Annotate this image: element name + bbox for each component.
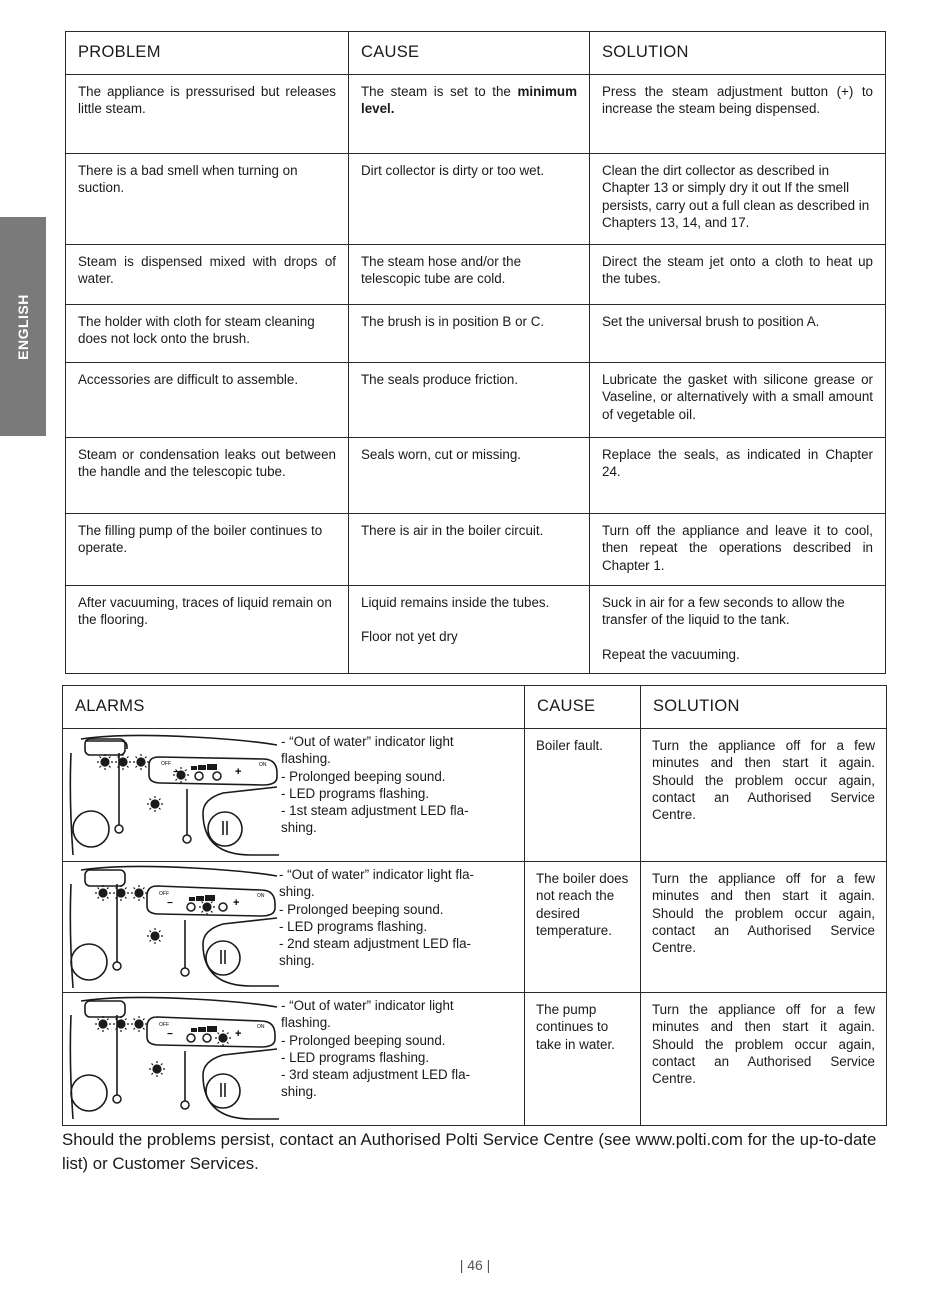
troubleshooting-table: [65, 31, 886, 674]
alarm-line: - “Out of water” indicator light: [281, 734, 454, 749]
control-panel-diagram: [63, 993, 279, 1125]
minus-label: −: [167, 898, 173, 909]
alarm-line: - LED programs flashing.: [279, 918, 428, 934]
table-row: [66, 438, 886, 514]
problem-cell: After vacuuming, traces of liquid remain on the flooring.: [66, 586, 349, 674]
alarm-line: - LED programs flashing.: [281, 1049, 430, 1065]
table-row: [66, 154, 886, 245]
problem-cell: Steam is dispensed mixed with drops of water.: [66, 245, 349, 305]
off-label: OFF: [161, 761, 171, 767]
cause-text: The steam is set to the: [361, 84, 518, 99]
alarm-description: [279, 862, 524, 992]
alarm-line: - “Out of water” indicator light: [281, 998, 454, 1013]
cause-emphasis: minimum level.: [361, 84, 577, 117]
on-label: ON: [257, 893, 265, 899]
header-alarms: ALARMS: [63, 686, 525, 729]
cause-cell: The brush is in position B or C.: [349, 305, 590, 363]
on-label: ON: [259, 762, 267, 768]
solution-cell: Direct the steam jet onto a cloth to heat up the tubes.: [590, 245, 886, 305]
alarm-cause-cell: The pump continues to take in water.: [525, 993, 641, 1126]
plus-label: +: [235, 1028, 242, 1040]
table-row: [66, 363, 886, 438]
problem-cell: Accessories are difficult to assemble.: [66, 363, 349, 438]
alarm-line: shing.: [281, 820, 317, 836]
solution-cell: Turn off the appliance and leave it to cool, then repeat the operations described in Chapter 1.: [590, 514, 886, 586]
alarm-cause-cell: The boiler does not reach the desired temperature.: [525, 862, 641, 993]
minus-label: −: [173, 767, 179, 778]
alarm-description: [279, 993, 524, 1125]
alarm-solution-cell: Turn the appliance off for a few minutes and then start it again. Should the problem occur again, contact an Authorised Service Centre.: [641, 729, 887, 862]
header-cause: CAUSE: [525, 686, 641, 729]
alarm-description: [279, 729, 524, 861]
solution-cell: Lubricate the gasket with silicone grease or Vaseline, or alternatively with a small amount of vegetable oil.: [590, 363, 886, 438]
alarm-solution-cell: Turn the appliance off for a few minutes and then start it again. Should the problem occur again, contact an Authorised Service Centre.: [641, 993, 887, 1126]
plus-label: +: [235, 766, 242, 778]
language-tab: [0, 217, 46, 436]
header-cause: CAUSE: [349, 32, 590, 75]
alarm-line: - Prolonged beeping sound.: [279, 901, 444, 917]
solution-cell: Set the universal brush to position A.: [590, 305, 886, 363]
alarm-line: shing.: [279, 953, 315, 969]
language-tab-label: ENGLISH: [15, 293, 32, 360]
header-solution: SOLUTION: [641, 686, 887, 729]
alarms-table: [62, 685, 887, 1126]
header-problem: PROBLEM: [66, 32, 349, 75]
plus-label: +: [233, 897, 240, 909]
off-label: OFF: [159, 891, 169, 897]
alarm-line: flashing.: [281, 1015, 331, 1031]
alarm-line: - “Out of water” indicator light fla-: [279, 867, 474, 882]
problem-cell: Steam or condensation leaks out between the handle and the telescopic tube.: [66, 438, 349, 514]
alarm-line: - 2nd steam adjustment LED fla-: [279, 936, 472, 952]
minus-label: −: [167, 1029, 173, 1040]
problem-cell: There is a bad smell when turning on suction.: [66, 154, 349, 245]
alarm-cause-cell: Boiler fault.: [525, 729, 641, 862]
table-row: [66, 75, 886, 154]
alarm-cell: [63, 993, 525, 1126]
alarm-line: shing.: [281, 1084, 317, 1100]
alarm-row: [63, 862, 887, 993]
cause-cell: There is air in the boiler circuit.: [349, 514, 590, 586]
on-label: ON: [257, 1024, 265, 1030]
solution-cell: Replace the seals, as indicated in Chapter 24.: [590, 438, 886, 514]
problem-cell: The appliance is pressurised but releases little steam.: [66, 75, 349, 154]
alarm-row: [63, 729, 887, 862]
table-header-row: [63, 686, 887, 729]
table-row: [66, 245, 886, 305]
solution-cell: [590, 586, 886, 674]
alarm-line: - Prolonged beeping sound.: [281, 1032, 446, 1048]
page-number: | 46 |: [459, 1257, 491, 1273]
cause-cell: The seals produce friction.: [349, 363, 590, 438]
header-solution: SOLUTION: [590, 32, 886, 75]
alarm-line: - 1st steam adjustment LED fla-: [281, 803, 469, 819]
table-row: [66, 305, 886, 363]
cause-cell: [349, 586, 590, 674]
off-label: OFF: [159, 1022, 169, 1028]
cause-text-2: Floor not yet dry: [361, 629, 458, 645]
alarm-line: - LED programs flashing.: [281, 785, 430, 801]
footer-note: Should the problems persist, contact an Authorised Polti Service Centre (see www.polti.com for the up-to-date list) or Customer Services.: [62, 1130, 877, 1173]
problem-cell: The holder with cloth for steam cleaning does not lock onto the brush.: [66, 305, 349, 363]
alarm-row: [63, 993, 887, 1126]
table-header-row: [66, 32, 886, 75]
table-row: [66, 514, 886, 586]
cause-text: Liquid remains inside the tubes.: [361, 595, 550, 610]
alarm-line: - 3rd steam adjustment LED fla-: [281, 1067, 471, 1083]
solution-text-2: Repeat the vacuuming.: [602, 646, 740, 662]
alarm-cell: [63, 729, 525, 862]
cause-cell: The steam hose and/or the telescopic tube are cold.: [349, 245, 590, 305]
control-panel-diagram: [63, 862, 279, 992]
table-row: [66, 586, 886, 674]
solution-text: Suck in air for a few seconds to allow the transfer of the liquid to the tank.: [602, 595, 845, 628]
problem-cell: The filling pump of the boiler continues to operate.: [66, 514, 349, 586]
control-panel-diagram: [63, 729, 279, 861]
solution-cell: Press the steam adjustment button (+) to increase the steam being dispensed.: [590, 75, 886, 154]
cause-cell: Dirt collector is dirty or too wet.: [349, 154, 590, 245]
alarm-cell: [63, 862, 525, 993]
alarm-line: shing.: [279, 884, 315, 900]
cause-cell: [349, 75, 590, 154]
alarm-line: flashing.: [281, 751, 331, 767]
solution-cell: Clean the dirt collector as described in Chapter 13 or simply dry it out If the smell persists, carry out a full clean as described in Chapters 13, 14, and 17.: [590, 154, 886, 245]
alarm-line: - Prolonged beeping sound.: [281, 768, 446, 784]
cause-cell: Seals worn, cut or missing.: [349, 438, 590, 514]
alarm-solution-cell: Turn the appliance off for a few minutes and then start it again. Should the problem occur again, contact an Authorised Service Centre.: [641, 862, 887, 993]
